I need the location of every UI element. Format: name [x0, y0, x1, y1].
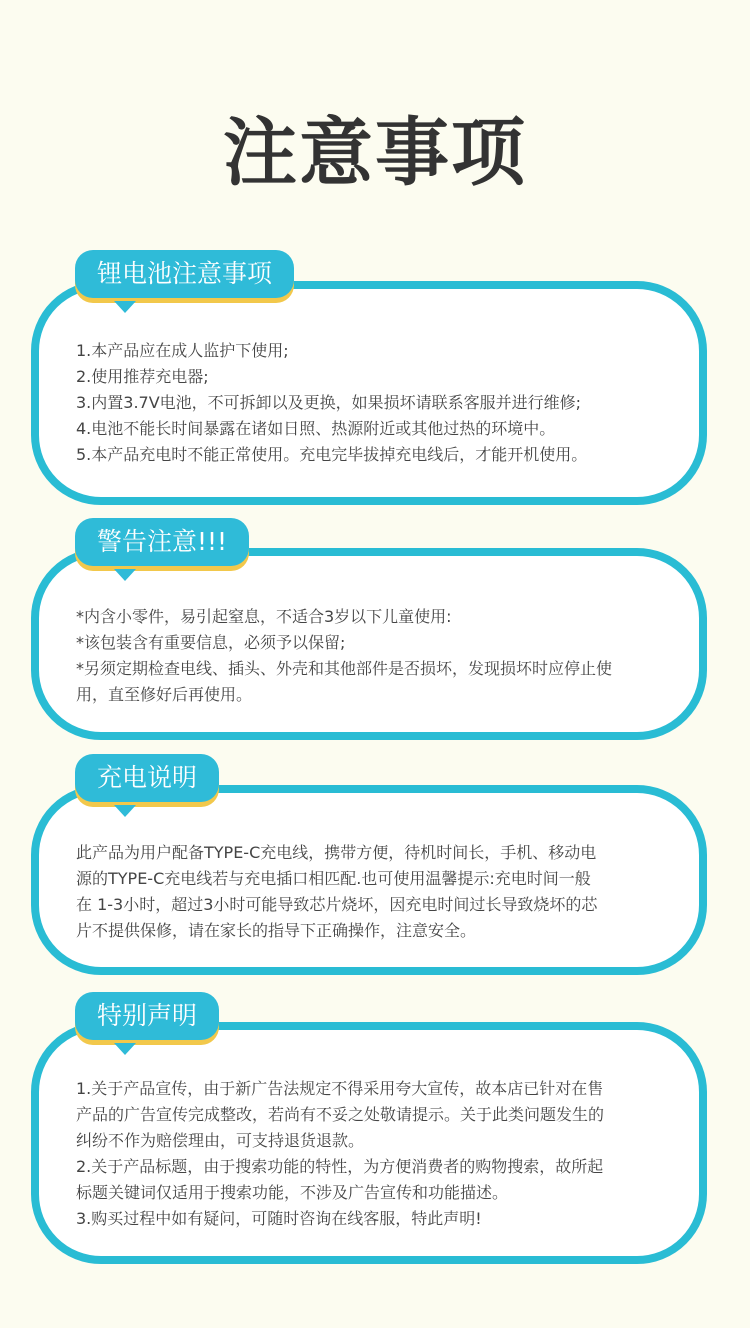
heading-pointer-icon	[114, 1043, 136, 1055]
list-item: 2.关于产品标题，由于搜索功能的特性，为方便消费者的购物搜索，故所起	[76, 1157, 604, 1176]
list-item: 4.电池不能长时间暴露在诸如日照、热源附近或其他过热的环境中。	[76, 419, 556, 438]
heading-pointer-icon	[114, 569, 136, 581]
section-heading-warning: 警告注意!!!	[75, 518, 249, 566]
section-content-disclaimer	[76, 1076, 672, 1232]
list-item: 片不提供保修，请在家长的指导下正确操作，注意安全。	[76, 921, 477, 940]
section-heading-disclaimer: 特别声明	[75, 992, 219, 1040]
list-item: 标题关键词仅适用于搜索功能，不涉及广告宣传和功能描述。	[76, 1183, 509, 1202]
list-item: 3.内置3.7V电池，不可拆卸以及更换，如果损坏请联系客服并进行维修;	[76, 393, 582, 412]
page-title: 注意事项	[223, 110, 527, 196]
list-item: *该包装含有重要信息，必须予以保留;	[76, 633, 346, 652]
list-item: 此产品为用户配备TYPE-C充电线，携带方便，待机时间长，手机、移动电	[76, 843, 597, 862]
list-item: 3.购买过程中如有疑问，可随时咨询在线客服，特此声明!	[76, 1209, 482, 1228]
section-heading-charging: 充电说明	[75, 754, 219, 802]
list-item: 在 1-3小时，超过3小时可能导致芯片烧坏，因充电时间过长导致烧坏的芯	[76, 895, 598, 914]
list-item: *内含小零件，易引起窒息，不适合3岁以下儿童使用:	[76, 607, 452, 626]
section-content-charging	[76, 840, 672, 944]
heading-pointer-icon	[114, 301, 136, 313]
list-item: 产品的广告宣传完成整改，若尚有不妥之处敬请提示。关于此类问题发生的	[76, 1105, 605, 1124]
heading-pointer-icon	[114, 805, 136, 817]
list-item: 1.关于产品宣传，由于新广告法规定不得采用夸大宣传，故本店已针对在售	[76, 1079, 604, 1098]
list-item: 用，直至修好后再使用。	[76, 685, 253, 704]
list-item: *另须定期检查电线、插头、外壳和其他部件是否损坏，发现损坏时应停止使	[76, 659, 613, 678]
list-item: 1.本产品应在成人监护下使用;	[76, 341, 289, 360]
section-heading-battery: 锂电池注意事项	[75, 250, 294, 298]
list-item: 2.使用推荐充电器;	[76, 367, 209, 386]
section-content-warning	[76, 604, 672, 708]
list-item: 源的TYPE-C充电线若与充电插口相匹配.也可使用温馨提示:充电时间一般	[76, 869, 591, 888]
list-item: 纠纷不作为赔偿理由，可支持退货退款。	[76, 1131, 365, 1150]
list-item: 5.本产品充电时不能正常使用。充电完毕拔掉充电线后，才能开机使用。	[76, 445, 588, 464]
section-content-battery	[76, 338, 672, 468]
